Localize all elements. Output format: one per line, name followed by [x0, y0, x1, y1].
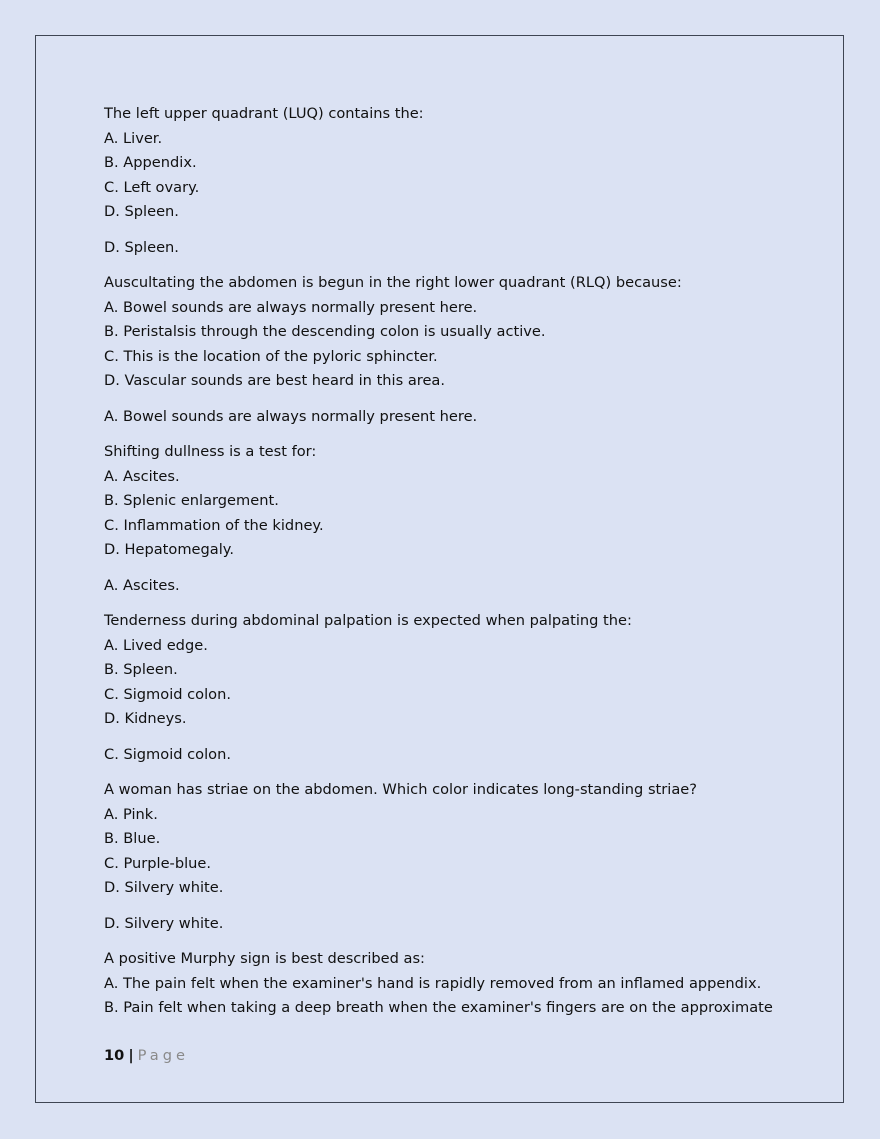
option-b: B. Pain felt when taking a deep breath when the examiner's fingers are on the approximate — [104, 999, 773, 1016]
answer-line: D. Silvery white. — [104, 914, 224, 932]
footer-separator: | — [128, 1047, 134, 1064]
question-stem: A positive Murphy sign is best described as: — [104, 950, 425, 967]
option-c: C. Left ovary. — [104, 178, 200, 196]
option-b: B. Spleen. — [104, 661, 178, 678]
answer-line: A. Bowel sounds are always normally present here. — [104, 407, 478, 425]
question-block — [104, 609, 804, 732]
option-a: A. Bowel sounds are always normally present here. — [104, 298, 478, 316]
option-c: C. Sigmoid colon. — [104, 685, 231, 703]
option-a: A. The pain felt when the examiner's hand is rapidly removed from an inflamed appendix. — [104, 974, 762, 992]
question-stem: A woman has striae on the abdomen. Which color indicates long-standing striae? — [104, 781, 697, 798]
option-b: B. Splenic enlargement. — [104, 492, 279, 509]
option-a: A. Pink. — [104, 805, 158, 823]
answer-line: D. Spleen. — [104, 238, 179, 256]
question-block — [104, 271, 804, 394]
page-footer — [104, 1045, 189, 1067]
question-stem: Tenderness during abdominal palpation is expected when palpating the: — [104, 612, 632, 629]
option-c: C. Inflammation of the kidney. — [104, 516, 324, 534]
question-block — [104, 102, 804, 225]
option-c: C. Purple-blue. — [104, 854, 212, 872]
option-d: D. Spleen. — [104, 203, 179, 220]
option-d: D. Silvery white. — [104, 879, 224, 896]
option-a: A. Liver. — [104, 129, 163, 147]
question-stem: Shifting dullness is a test for: — [104, 443, 317, 460]
option-a: A. Lived edge. — [104, 636, 208, 654]
option-d: D. Vascular sounds are best heard in this area. — [104, 372, 446, 389]
page-label: Page — [137, 1047, 189, 1064]
question-block — [104, 947, 804, 1021]
option-d: D. Kidneys. — [104, 710, 187, 727]
question-stem: The left upper quadrant (LUQ) contains the: — [104, 105, 424, 122]
question-block — [104, 440, 804, 563]
option-a: A. Ascites. — [104, 467, 180, 485]
option-b: B. Appendix. — [104, 154, 197, 171]
answer-line: C. Sigmoid colon. — [104, 745, 231, 763]
page-number: 10 — [104, 1047, 125, 1064]
answer-line: A. Ascites. — [104, 576, 180, 594]
question-block — [104, 778, 804, 901]
option-b: B. Peristalsis through the descending colon is usually active. — [104, 323, 546, 340]
option-c: C. This is the location of the pyloric sphincter. — [104, 347, 438, 365]
document-content — [104, 102, 804, 1032]
question-stem: Auscultating the abdomen is begun in the right lower quadrant (RLQ) because: — [104, 274, 682, 291]
option-d: D. Hepatomegaly. — [104, 541, 234, 558]
option-b: B. Blue. — [104, 830, 161, 847]
